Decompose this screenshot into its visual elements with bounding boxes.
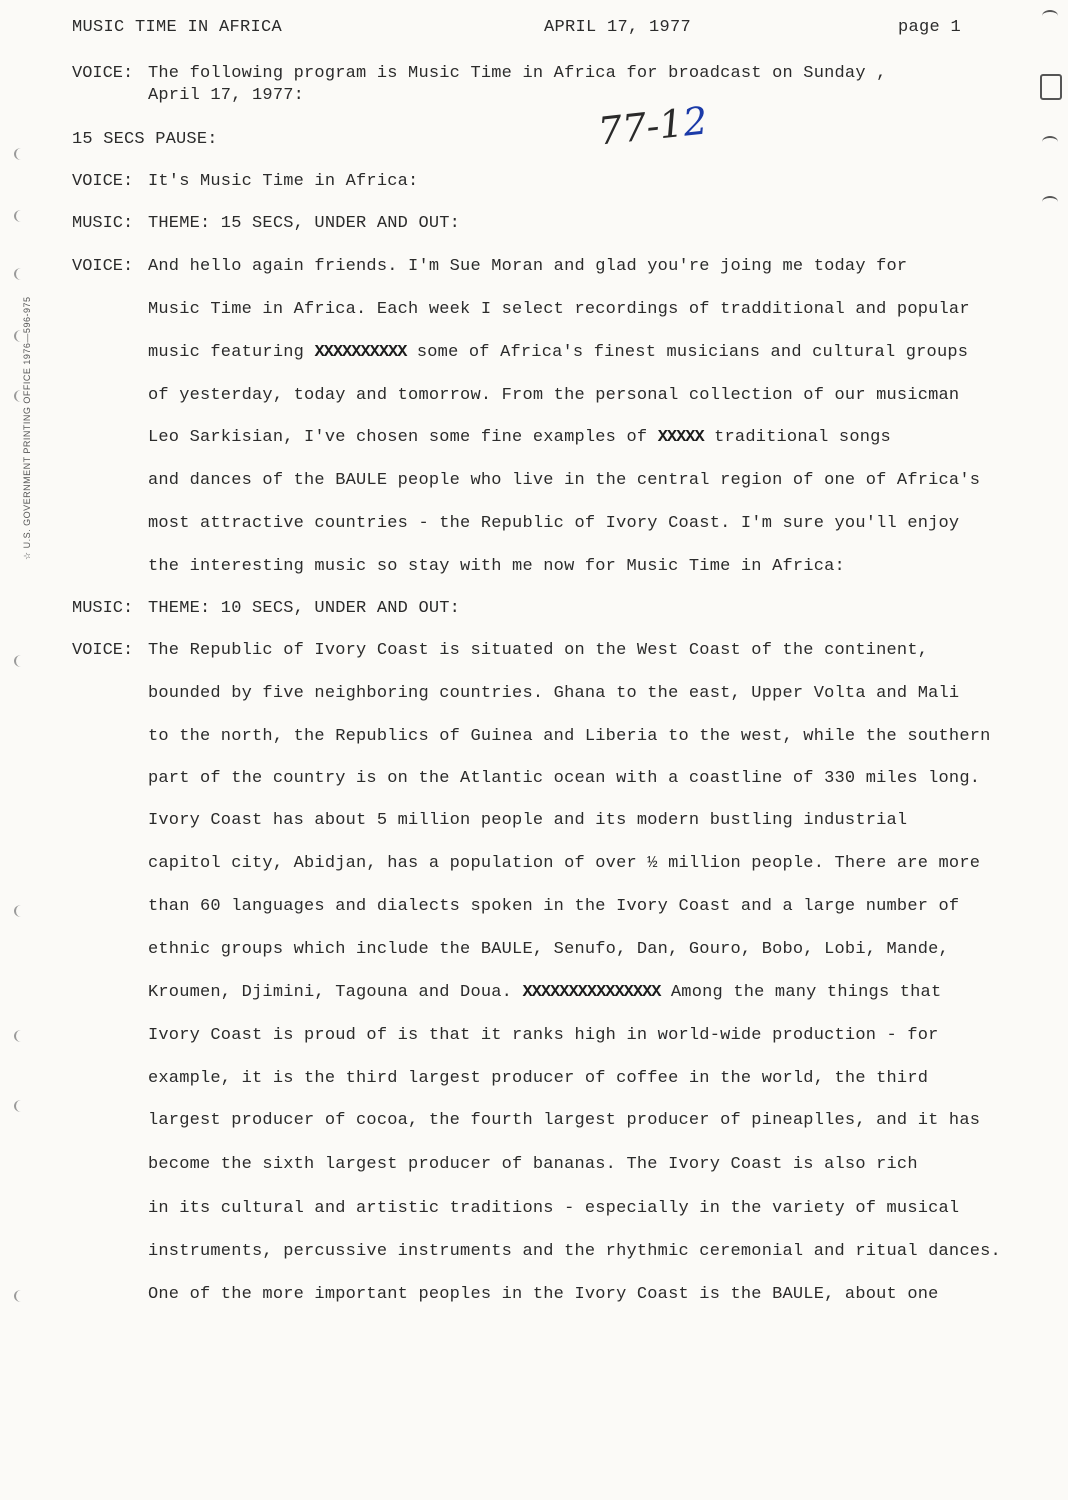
- script-line: instruments, percussive instruments and the rhythmic ceremonial and ritual dances.: [148, 1242, 1001, 1261]
- music-cue: THEME: 10 SECS, UNDER AND OUT:: [148, 599, 461, 618]
- binder-clip-mark: [1040, 74, 1062, 100]
- speaker-label: VOICE:: [72, 257, 134, 276]
- page-header: [72, 18, 968, 46]
- script-line: example, it is the third largest producer of coffee in the world, the third: [148, 1069, 929, 1088]
- margin-hole-mark: [14, 1290, 28, 1302]
- script-line: One of the more important peoples in the Ivory Coast is the BAULE, about one: [148, 1285, 939, 1304]
- script-line: Leo Sarkisian, I've chosen some fine examples of XXXXX traditional songs: [148, 428, 891, 447]
- margin-hole-mark: [14, 905, 28, 917]
- printing-office-imprint: ☆ U.S. GOVERNMENT PRINTING OFFICE 1976—596-975: [22, 296, 32, 560]
- margin-hole-mark: [14, 330, 28, 342]
- binder-clip-mark: [1042, 10, 1058, 22]
- script-line: The following program is Music Time in Africa for broadcast on Sunday ,: [148, 64, 887, 83]
- program-title: MUSIC TIME IN AFRICA: [72, 18, 283, 37]
- script-line: most attractive countries - the Republic of Ivory Coast. I'm sure you'll enjoy: [148, 514, 960, 533]
- margin-hole-mark: [14, 1030, 28, 1042]
- strikeout: XXXXX: [657, 428, 704, 447]
- script-line: to the north, the Republics of Guinea and Liberia to the west, while the southern: [148, 727, 991, 746]
- script-line: Ivory Coast is proud of is that it ranks high in world-wide production - for: [148, 1026, 939, 1045]
- script-line: ethnic groups which include the BAULE, Senufo, Dan, Gouro, Bobo, Lobi, Mande,: [148, 940, 949, 959]
- script-line: bounded by five neighboring countries. Ghana to the east, Upper Volta and Mali: [148, 684, 960, 703]
- script-line: Ivory Coast has about 5 million people and its modern bustling industrial: [148, 811, 908, 830]
- strikeout: XXXXXXXXXX: [314, 343, 407, 362]
- script-line: of yesterday, today and tomorrow. From the personal collection of our musicman: [148, 386, 960, 405]
- margin-hole-mark: [14, 148, 28, 160]
- script-line: It's Music Time in Africa:: [148, 172, 419, 191]
- handwritten-annotation: 77-12: [596, 98, 710, 154]
- music-cue: THEME: 15 SECS, UNDER AND OUT:: [148, 214, 461, 233]
- margin-hole-mark: [14, 390, 28, 402]
- speaker-label: VOICE:: [72, 64, 134, 83]
- script-line: than 60 languages and dialects spoken in the Ivory Coast and a large number of: [148, 897, 960, 916]
- script-line: become the sixth largest producer of bananas. The Ivory Coast is also rich: [148, 1155, 918, 1174]
- script-line: The Republic of Ivory Coast is situated on the West Coast of the continent,: [148, 641, 929, 660]
- music-label: MUSIC:: [72, 599, 134, 618]
- script-line: the interesting music so stay with me now for Music Time in Africa:: [148, 557, 845, 576]
- script-line: And hello again friends. I'm Sue Moran and glad you're joing me today for: [148, 257, 908, 276]
- margin-hole-mark: [14, 268, 28, 280]
- speaker-label: VOICE:: [72, 172, 134, 191]
- speaker-label: VOICE:: [72, 641, 134, 660]
- margin-hole-mark: [14, 1100, 28, 1112]
- page-number: page 1: [898, 18, 962, 37]
- script-line: part of the country is on the Atlantic ocean with a coastline of 330 miles long.: [148, 769, 981, 788]
- script-line: music featuring XXXXXXXXXX some of Africa's finest musicians and cultural groups: [148, 343, 969, 362]
- margin-hole-mark: [14, 210, 28, 222]
- binder-clip-mark: [1042, 136, 1058, 148]
- script-line: in its cultural and artistic traditions - especially in the variety of musical: [148, 1199, 960, 1218]
- script-line: capitol city, Abidjan, has a population of over ½ million people. There are more: [148, 854, 981, 873]
- script-line: and dances of the BAULE people who live in the central region of one of Africa's: [148, 471, 981, 490]
- music-label: MUSIC:: [72, 214, 134, 233]
- script-line: Music Time in Africa. Each week I select recordings of tradditional and popular: [148, 300, 970, 319]
- margin-hole-mark: [14, 655, 28, 667]
- strikeout: XXXXXXXXXXXXXXX: [522, 983, 661, 1002]
- script-line: Kroumen, Djimini, Tagouna and Doua. XXXXXXXXXXXXXXX Among the many things that: [148, 983, 942, 1002]
- script-line: April 17, 1977:: [148, 86, 305, 105]
- script-line: largest producer of cocoa, the fourth largest producer of pineaplles, and it has: [148, 1111, 981, 1130]
- broadcast-date: APRIL 17, 1977: [544, 18, 692, 37]
- binder-clip-mark: [1042, 196, 1058, 208]
- cue-line: 15 SECS PAUSE:: [72, 130, 218, 149]
